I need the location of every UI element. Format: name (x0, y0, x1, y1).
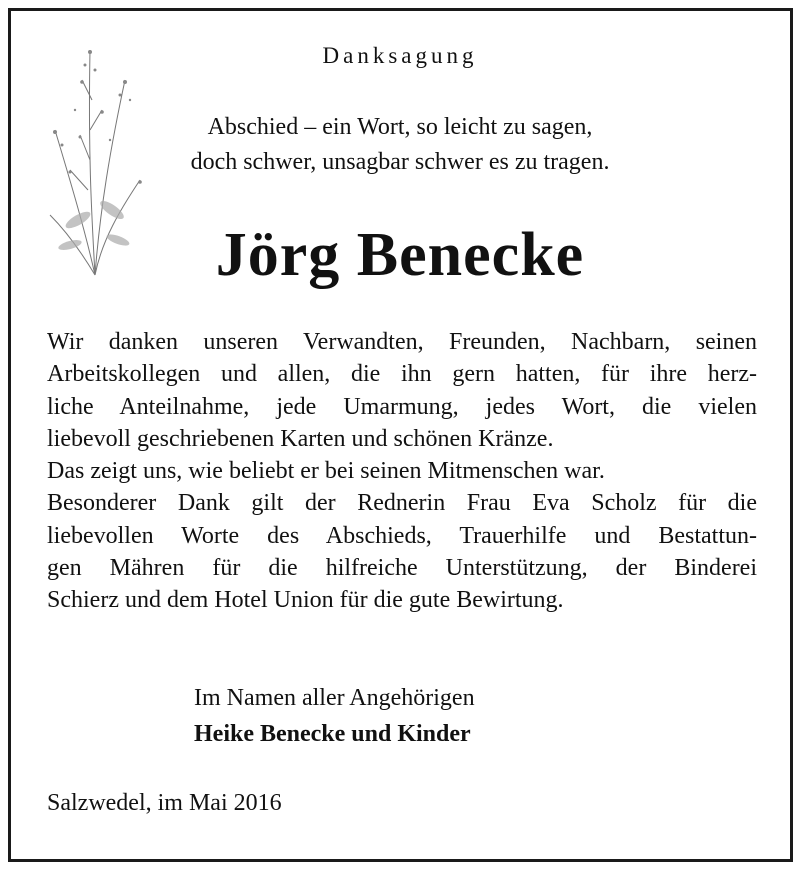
deceased-name: Jörg Benecke (215, 221, 585, 289)
signature-block (194, 680, 475, 752)
body-line: Wir danken unseren Verwandten, Freunden, Nachbarn, seinen (47, 329, 757, 355)
signature-intro: Im Namen aller Angehörigen (194, 685, 475, 711)
body-line: Schierz und dem Hotel Union für die gute Bewirtung. (47, 587, 564, 614)
body-line: Arbeitskollegen und allen, die ihn gern hatten, für ihre herz- (47, 361, 757, 388)
body-line: gen Mähren für die hilfreiche Unterstützung, der Binderei (47, 555, 757, 582)
signature-names: Heike Benecke und Kinder (194, 721, 471, 747)
quote-line-2: doch schwer, unsagbar schwer es zu tragen. (190, 149, 610, 175)
body-line: liebevoll geschriebenen Karten und schönen Kränze. (47, 425, 554, 452)
body-line: liebevollen Worte des Abschieds, Trauerhilfe und Bestattun- (47, 522, 757, 549)
farewell-quote (120, 110, 680, 180)
quote-line-1: Abschied – ein Wort, so leicht zu sagen, (207, 114, 593, 140)
body-line: Besonderer Dank gilt der Rednerin Frau Eva Scholz für die (47, 490, 757, 517)
body-line: Das zeigt uns, wie beliebt er bei seinen Mitmenschen war. (47, 458, 605, 485)
body-line: liche Anteilnahme, jede Umarmung, jedes Wort, die vielen (47, 393, 757, 420)
place-date: Salzwedel, im Mai 2016 (47, 790, 282, 816)
thanks-text (47, 326, 757, 617)
notice-heading: Danksagung (322, 43, 478, 68)
